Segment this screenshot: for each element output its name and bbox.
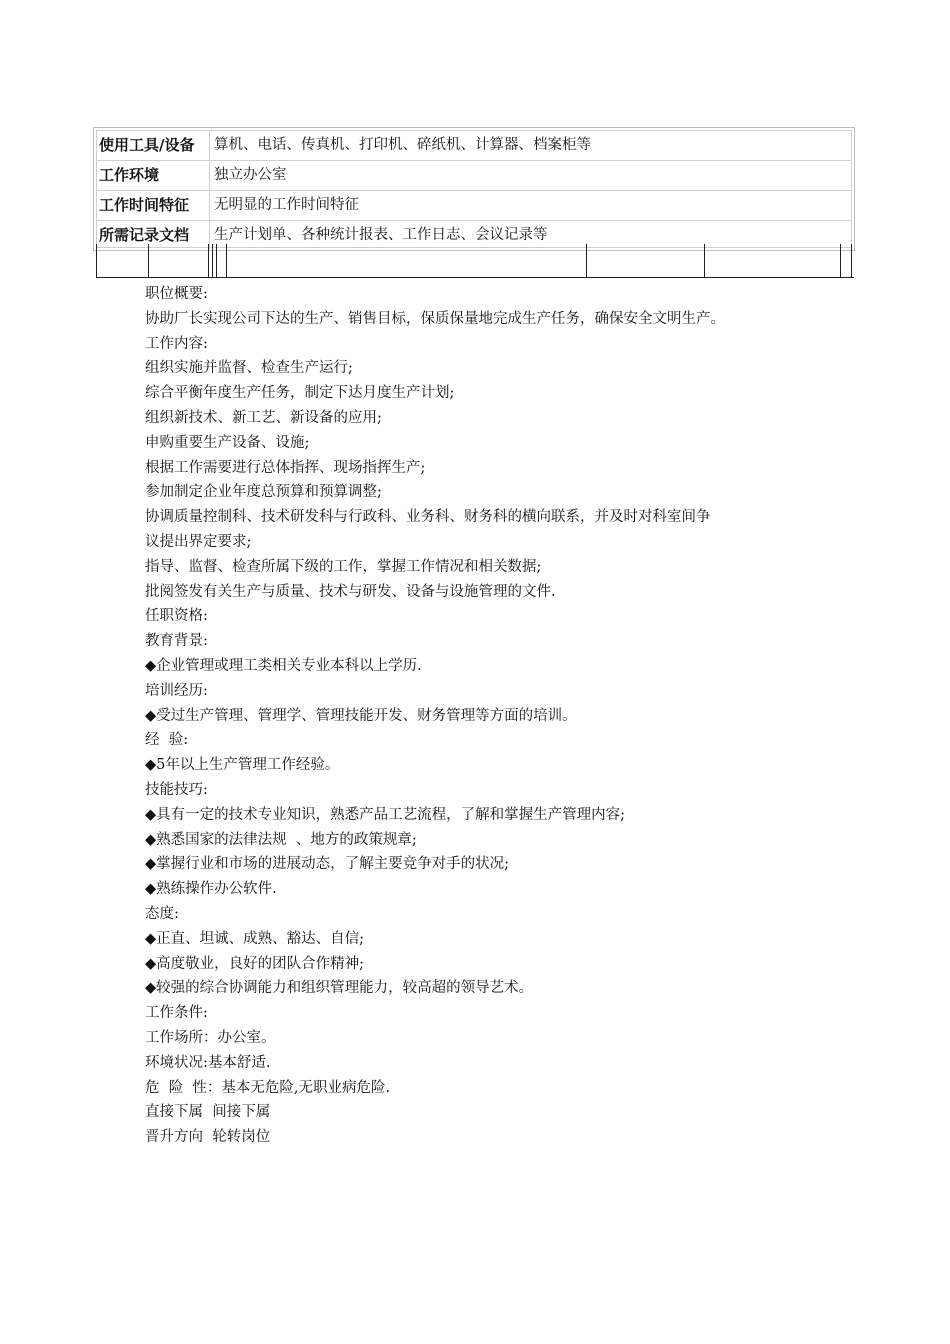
info-value: 生产计划单、各种统计报表、工作日志、会议记录等 (214, 227, 548, 243)
text-line: 环境状况:基本舒适. (145, 1054, 271, 1071)
bullet-item: ◆5年以上生产管理工作经验。 (145, 757, 340, 774)
empty-grid-row (96, 244, 854, 278)
bullet-item: ◆受过生产管理、管理学、管理技能开发、财务管理等方面的培训。 (145, 707, 577, 724)
grid-divider (212, 244, 213, 277)
section-heading-qualifications: 任职资格: (145, 608, 208, 625)
text-line: 根据工作需要进行总体指挥、现场指挥生产; (145, 459, 426, 476)
text-line: 协调质量控制科、技术研发科与行政科、业务科、财务科的横向联系，并及时对科室间争 (145, 509, 711, 526)
bullet-item: ◆企业管理或理工类相关专业本科以上学历. (145, 657, 422, 674)
grid-divider (148, 244, 149, 277)
bullet-item: ◆熟练操作办公软件. (145, 881, 277, 898)
section-heading-summary: 职位概要: (145, 286, 208, 302)
job-info-table (93, 127, 855, 251)
bullet-item: ◆高度敬业，良好的团队合作精神; (145, 955, 365, 972)
bullet-item: ◆熟悉国家的法律法规 、地方的政策规章; (145, 831, 417, 848)
bullet-item: ◆掌握行业和市场的进展动态，了解主要竞争对手的状况; (145, 856, 510, 873)
info-value: 算机、电话、传真机、打印机、碎纸机、计算器、档案柜等 (214, 137, 591, 153)
text-line: 议提出界定要求; (145, 533, 252, 550)
bullet-item: ◆具有一定的技术专业知识，熟悉产品工艺流程，了解和掌握生产管理内容; (145, 806, 626, 823)
grid-divider (216, 244, 217, 277)
text-line: 综合平衡年度生产任务，制定下达月度生产计划; (145, 385, 455, 402)
info-value: 独立办公室 (214, 167, 287, 183)
subheading-skills: 技能技巧: (145, 781, 208, 798)
subheading-training: 培训经历: (145, 682, 208, 699)
grid-divider (226, 244, 227, 277)
info-row-work-time (97, 191, 851, 221)
text-line: 参加制定企业年度总预算和预算调整; (145, 484, 382, 501)
grid-divider (704, 244, 705, 277)
info-label: 工作环境 (97, 161, 210, 190)
grid-divider (208, 244, 209, 277)
grid-divider (586, 244, 587, 277)
info-label: 工作时间特征 (97, 191, 210, 220)
text-line: 申购重要生产设备、设施; (145, 434, 310, 451)
text-line: 指导、监督、检查所属下级的工作，掌握工作情况和相关数据; (145, 558, 542, 575)
info-row-tools (97, 131, 851, 161)
info-row-environment (97, 161, 851, 191)
grid-divider (851, 244, 852, 277)
section-heading-duties: 工作内容: (145, 335, 208, 352)
text-line: 批阅签发有关生产与质量、技术与研发、设备与设施管理的文件. (145, 583, 556, 600)
bullet-item: ◆正直、坦诚、成熟、豁达、自信; (145, 930, 365, 947)
text-line: 工作场所：办公室。 (145, 1029, 276, 1046)
bullet-item: ◆较强的综合协调能力和组织管理能力，较高超的领导艺术。 (145, 980, 534, 997)
job-description-text (145, 282, 825, 1150)
subheading-education: 教育背景: (145, 633, 208, 650)
info-label: 所需记录文档 (97, 221, 210, 250)
text-line: 组织实施并监督、检查生产运行; (145, 360, 353, 377)
text-line: 危 险 性：基本无危险,无职业病危险. (145, 1079, 391, 1096)
text-line: 晋升方向 轮转岗位 (145, 1129, 271, 1146)
section-heading-conditions: 工作条件: (145, 1005, 208, 1022)
text-line: 组织新技术、新工艺、新设备的应用; (145, 409, 382, 426)
info-value: 无明显的工作时间特征 (214, 197, 359, 213)
subheading-attitude: 态度: (145, 905, 179, 922)
text-line: 协助厂长实现公司下达的生产、销售目标，保质保量地完成生产任务，确保安全文明生产。 (145, 310, 725, 327)
text-line: 直接下属 间接下属 (145, 1104, 271, 1121)
grid-divider (840, 244, 841, 277)
subheading-experience: 经 验: (145, 732, 189, 749)
info-label: 使用工具/设备 (97, 131, 210, 160)
